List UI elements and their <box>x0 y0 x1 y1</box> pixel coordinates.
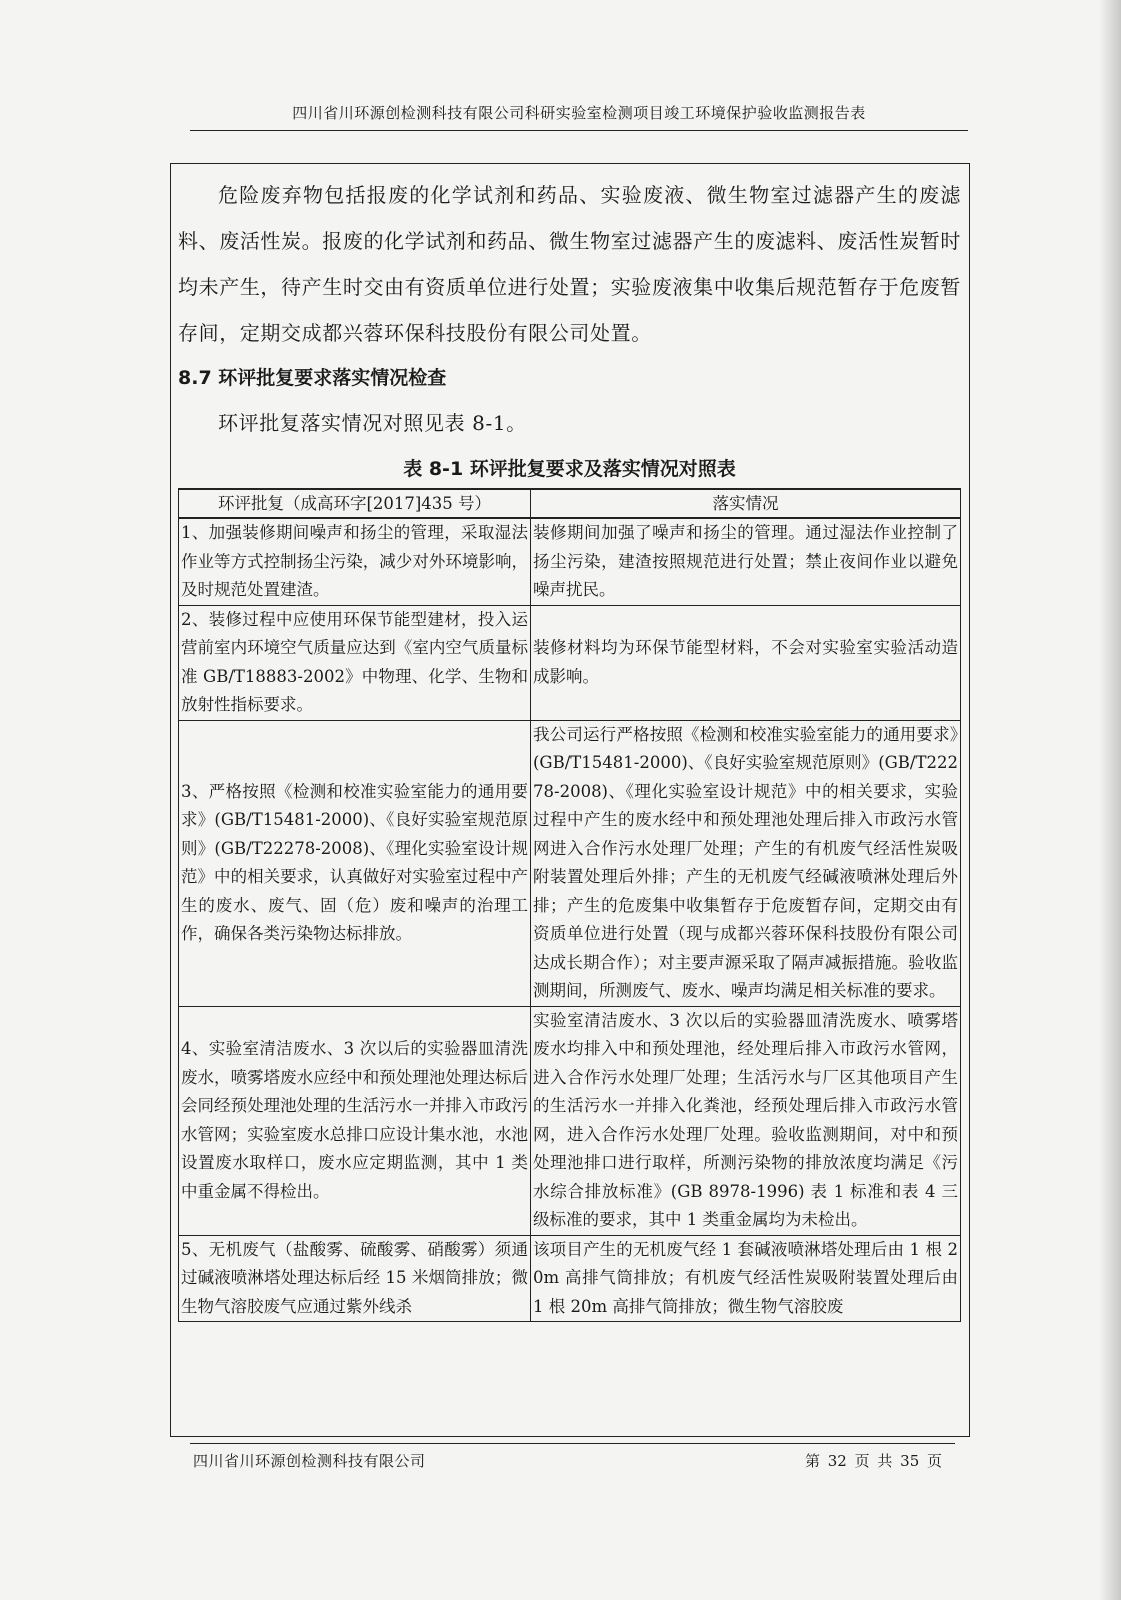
table-header-row <box>179 489 961 518</box>
table-row <box>179 720 961 1006</box>
requirement-cell: 2、装修过程中应使用环保节能型建材，投入运营前室内环境空气质量应达到《室内空气质量标准 GB/T18883-2002》中物理、化学、生物和放射性指标要求。 <box>179 605 531 720</box>
implementation-cell: 装修材料均为环保节能型材料，不会对实验室实验活动造成影响。 <box>531 605 961 720</box>
page-header: 四川省川环源创检测科技有限公司科研实验室检测项目竣工环境保护验收监测报告表 <box>292 104 866 122</box>
footer-company: 四川省川环源创检测科技有限公司 <box>193 1452 426 1470</box>
footer-page-number: 第 32 页 共 35 页 <box>805 1452 943 1470</box>
implementation-cell: 实验室清洁废水、3 次以后的实验器皿清洗废水、喷雾塔废水均排入中和预处理池，经处理后排入市政污水管网，进入合作污水处理厂处理；生活污水与厂区其他项目产生的生活污水一并排入化粪池，经预处理后排入市政污水管网，进入合作污水处理厂处理。验收监测期间，对中和预处理池排口进行取样，所测污染物的排放浓度均满足《污水综合排放标准》(GB 8978-1996) 表 1 标准和表 4 三级标准的要求，其中 1 类重金属均为未检出。 <box>531 1006 961 1235</box>
comparison-table <box>178 488 961 1322</box>
implementation-cell: 装修期间加强了噪声和扬尘的管理。通过湿法作业控制了扬尘污染，建渣按照规范进行处置；禁止夜间作业以避免噪声扰民。 <box>531 518 961 605</box>
requirement-cell: 1、加强装修期间噪声和扬尘的管理，采取湿法作业等方式控制扬尘污染，减少对外环境影响，及时规范处置建渣。 <box>179 518 531 605</box>
requirement-cell: 5、无机废气（盐酸雾、硫酸雾、硝酸雾）须通过碱液喷淋塔处理达标后经 15 米烟筒排放；微生物气溶胶废气应通过紫外线杀 <box>179 1235 531 1322</box>
implementation-cell: 我公司运行严格按照《检测和校准实验室能力的通用要求》(GB/T15481-2000)、《良好实验室规范原则》(GB/T22278-2008)、《理化实验室设计规范》中的相关要求，实验过程中产生的废水经中和预处理池处理后排入市政污水管网进入合作污水处理厂处理；产生的有机废气经活性炭吸附装置处理后外排；产生的无机废气经碱液喷淋处理后外排；产生的危废集中收集暂存于危废暂存间，定期交由有资质单位进行处置（现与成都兴蓉环保科技股份有限公司达成长期合作）；对主要声源采取了隔声减振措施。验收监测期间，所测废气、废水、噪声均满足相关标准的要求。 <box>531 720 961 1006</box>
footer-rule <box>190 1443 955 1444</box>
requirement-cell: 4、实验室清洁废水、3 次以后的实验器皿清洗废水，喷雾塔废水应经中和预处理池处理达标后会同经预处理池处理的生活污水一并排入市政污水管网；实验室废水总排口应设计集水池，水池设置废水取样口，废水应定期监测，其中 1 类中重金属不得检出。 <box>179 1006 531 1235</box>
requirement-cell: 3、严格按照《检测和校准实验室能力的通用要求》(GB/T15481-2000)、《良好实验室规范原则》(GB/T22278-2008)、《理化实验室设计规范》中的相关要求，认真做好对实验室过程中产生的废水、废气、固（危）废和噪声的治理工作，确保各类污染物达标排放。 <box>179 720 531 1006</box>
table-row <box>179 1006 961 1235</box>
hazardous-waste-paragraph: 危险废弃物包括报废的化学试剂和药品、实验废液、微生物室过滤器产生的废滤料、废活性炭。报废的化学试剂和药品、微生物室过滤器产生的废滤料、废活性炭暂时均未产生，待产生时交由有资质单位进行处置；实验废液集中收集后规范暂存于危废暂存间，定期交成都兴蓉环保科技股份有限公司处置。 <box>178 183 961 345</box>
section-heading: 8.7 环评批复要求落实情况检查 <box>178 367 447 389</box>
implementation-cell: 该项目产生的无机废气经 1 套碱液喷淋塔处理后由 1 根 20m 高排气筒排放；有机废气经活性炭吸附装置处理后由 1 根 20m 高排气筒排放；微生物气溶胶废 <box>531 1235 961 1322</box>
table-row <box>179 605 961 720</box>
table-caption: 表 8-1 环评批复要求及落实情况对照表 <box>403 458 736 480</box>
header-rule <box>190 130 968 131</box>
header-implementation: 落实情况 <box>531 489 961 518</box>
header-requirement: 环评批复（成高环字[2017]435 号） <box>179 489 531 518</box>
table-row <box>179 518 961 605</box>
scan-edge-shadow <box>1099 0 1121 1600</box>
intro-paragraph: 环评批复落实情况对照见表 8-1。 <box>218 411 527 435</box>
content-area <box>178 172 961 1322</box>
table-row <box>179 1235 961 1322</box>
